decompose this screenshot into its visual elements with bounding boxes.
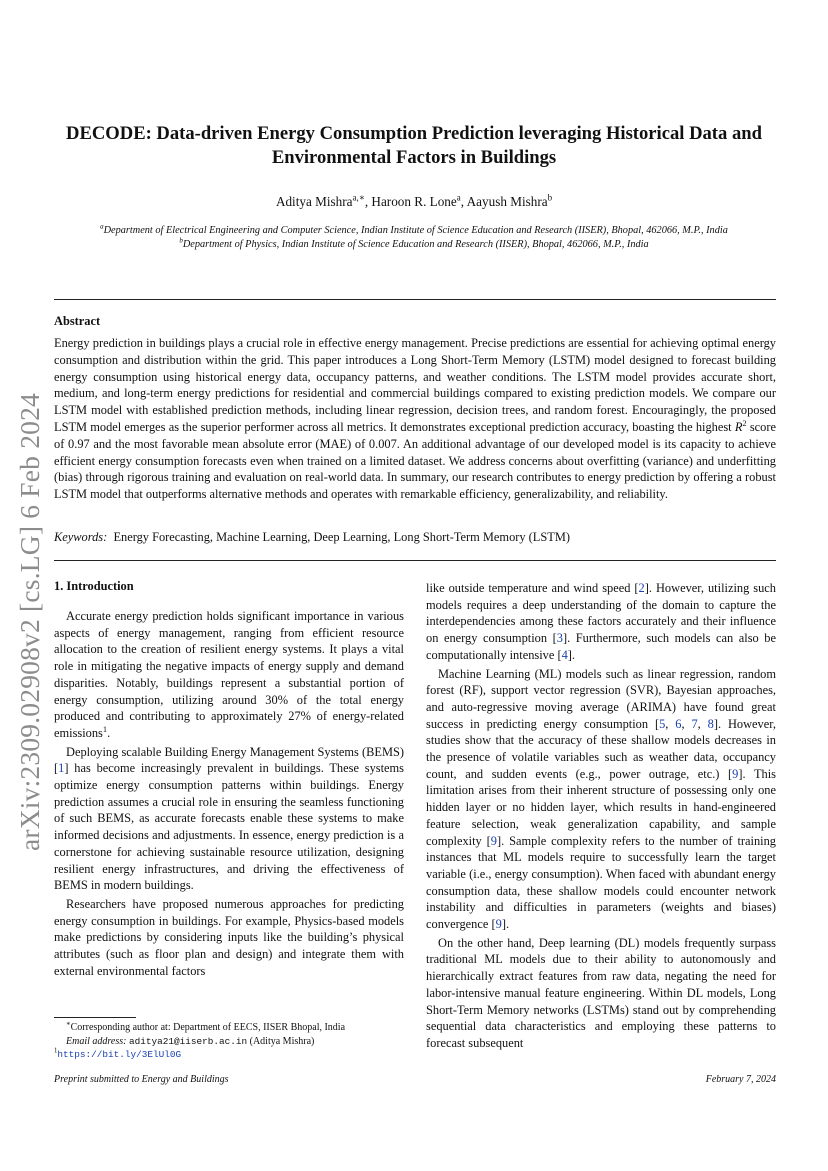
citation-link[interactable]: 9 (495, 917, 502, 932)
affiliation-b: $^b$Department of Physics, Indian Institute of Science Education and Research (IISER), Bhopal, 462066, M.P., India (179, 236, 649, 250)
footnote-1: $^1$https://bit.ly/3ElUl0G (54, 1047, 182, 1061)
citation-link[interactable]: 8 (707, 716, 714, 731)
footnote-divider (54, 1017, 136, 1018)
arxiv-side-stamp (10, 372, 50, 872)
author-name: Haroon R. Lone (371, 194, 457, 209)
author-mark: a,∗ (352, 192, 365, 203)
paragraph: like outside temperature and wind speed [2]. However, utilizing such models requires a deep understanding of the domain to capture the interdependencies among these factors accurately and their influence on energy consumption [3]. Furthermore, such models can also be computationally intensive [4]. (426, 581, 776, 662)
footnote-mark[interactable]: 1 (102, 723, 108, 734)
author-name: Aayush Mishra (466, 194, 548, 209)
citation-link[interactable]: 6 (675, 716, 682, 731)
paragraph: On the other hand, Deep learning (DL) models frequently surpass traditional ML models due to their ability to autonomously and hierarchically extract features from raw data, negating the need for labor-intensive manual feature engineering. Within DL models, Long Short-Term Memory networks (LSTMs) stand out by comprehending sequential data characteristics and employing these patterns to forecast subsequent (426, 935, 776, 1050)
paragraph: Accurate energy prediction holds significant importance in various aspects of energy management, ranging from efficient resource allocation to the creation of resilient energy systems. It plays a vital role in mitigating the negative impacts of energy supply and demand disparities. Notably, buildings represent a substantial portion of energy consumption, utilizing around 30% of the total energy produced and contributing to approximately 27% of energy-related emissions$^1$. (54, 609, 404, 740)
citation-link[interactable]: 9 (732, 766, 739, 781)
abstract-body: Energy prediction in buildings plays a crucial role in effective energy management. Precise predictions are essential for achieving optimal energy consumption and distribution within the grid. This paper introduces a Long Short-Term Memory (LSTM) model designed to forecast building energy consumption using historical energy data, occupancy patterns, and weather conditions. The LSTM model provides accurate short, medium, and long-term energy predictions for residential and commercial buildings compared to existing prediction models. We compare our LSTM model with established prediction methods, including linear regression, decision trees, and random forest. Encouragingly, the proposed LSTM model emerges as the superior performer across all metrics. It demonstrates exceptional prediction accuracy, boasting the highest $R^2$ score of 0.97 and the most favorable mean absolute error (MAE) of 0.007. An additional advantage of our developed model is its capacity to achieve efficient energy consumption forecasts even when trained on a limited dataset. We address concerns about overfitting (variance) and underfitting (bias) through rigorous training and evaluation on real-world data. In summary, our research contributes to energy prediction by offering a robust LSTM model that outperforms alternative methods and operates with remarkable efficiency, generalizability, and reliability. (54, 336, 776, 502)
affiliation-a: $^a$Department of Electrical Engineering and Computer Science, Indian Institute of Science Education and Research (IISER), Bhopal, 462066, M.P., India (100, 222, 728, 236)
section-heading: 1. Introduction (54, 579, 134, 593)
keywords-label: Keywords: (54, 530, 108, 544)
affiliations (54, 224, 774, 252)
paragraph: Deploying scalable Building Energy Management Systems (BEMS) [1] has become increasingly prevalent in buildings. These systems optimize energy consumption patterns within buildings. Energy prediction assumes a crucial role in ensuring the seamless functioning of such BEMS, as accurate forecasts enable these systems to make informed decisions and adjustments. In essence, energy prediction is a cornerstone for achieving sustainable resource utilization, designing resilient energy infrastructures, and driving the effectiveness of BEMS in modern buildings. (54, 744, 404, 893)
footer-date: February 7, 2024 (705, 1074, 776, 1085)
keywords (54, 530, 776, 545)
citation-link[interactable]: 5 (659, 716, 666, 731)
footer-submission: Preprint submitted to Energy and Buildings (54, 1074, 229, 1085)
citation-link[interactable]: 7 (691, 716, 698, 731)
paragraph: Machine Learning (ML) models such as linear regression, random forest (RF), support vector regression (SVR), Bayesian approaches, and auto-regressive moving average (ARIMA) have found great success in predicting energy consumption [5, 6, 7, 8]. However, studies show that the accuracy of these shallow models decreases in the presence of volatile variables such as weather data, occupancy count, and sudden events (e.g., power outrage, etc.) [9]. This limitation arises from their inherent structure of possessing only one hidden layer or no hidden layer, which results in hand-engineered feature selection, weak generalization capability, and sample complexity [9]. Sample complexity refers to the number of training instances that ML models require to successfully learn the target variable (i.e., energy consumption). When faced with abundant energy consumption data, these shallow models could encounter network instability and difficulties in parameters (weights and biases) convergence [9]. (426, 666, 776, 932)
citation-link[interactable]: 1 (58, 761, 65, 776)
citation-link[interactable]: 2 (638, 581, 645, 595)
citation-link[interactable]: 4 (561, 647, 568, 662)
right-column (426, 580, 776, 1054)
left-column (54, 608, 404, 981)
abstract-heading: Abstract (54, 314, 101, 328)
paragraph: Researchers have proposed numerous approaches for predicting energy consumption in buildings. For example, Physics-based models make predictions by considering inputs like the building’s physical attributes (such as floor plan and design) and integrate them with external environmental factors (54, 896, 404, 978)
citation-link[interactable]: 9 (490, 833, 497, 848)
footnote-url-link[interactable]: https://bit.ly/3ElUl0G (57, 1049, 182, 1061)
keywords-text: Energy Forecasting, Machine Learning, Deep Learning, Long Short-Term Memory (LSTM) (113, 530, 570, 544)
citation-link[interactable]: 3 (556, 631, 563, 646)
footnote-email: Email address: aditya21@iiserb.ac.in (Aditya Mishra) (66, 1035, 315, 1047)
paper-title: DECODE: Data-driven Energy Consumption Prediction leveraging Historical Data and Environmental Factors in Buildings (66, 123, 762, 168)
bottom-divider (54, 560, 776, 561)
footnote-corresponding: ∗Corresponding author at: Department of EECS, IISER Bhopal, India (66, 1020, 346, 1033)
top-divider (54, 299, 776, 300)
author-mark: a (456, 192, 461, 203)
author-name: Aditya Mishra (275, 194, 353, 209)
author-mark: b (547, 192, 553, 203)
email-link[interactable]: aditya21@iiserb.ac.in (128, 1035, 248, 1047)
arxiv-identifier: arXiv:2309.02908v2 [cs.LG] 6 Feb 2024 (14, 392, 46, 852)
author-list: Aditya Mishra$^{a,∗}$, Haroon R. Lone$^a$, Aayush Mishra$^b$ (275, 192, 553, 209)
footnotes (54, 1021, 414, 1062)
